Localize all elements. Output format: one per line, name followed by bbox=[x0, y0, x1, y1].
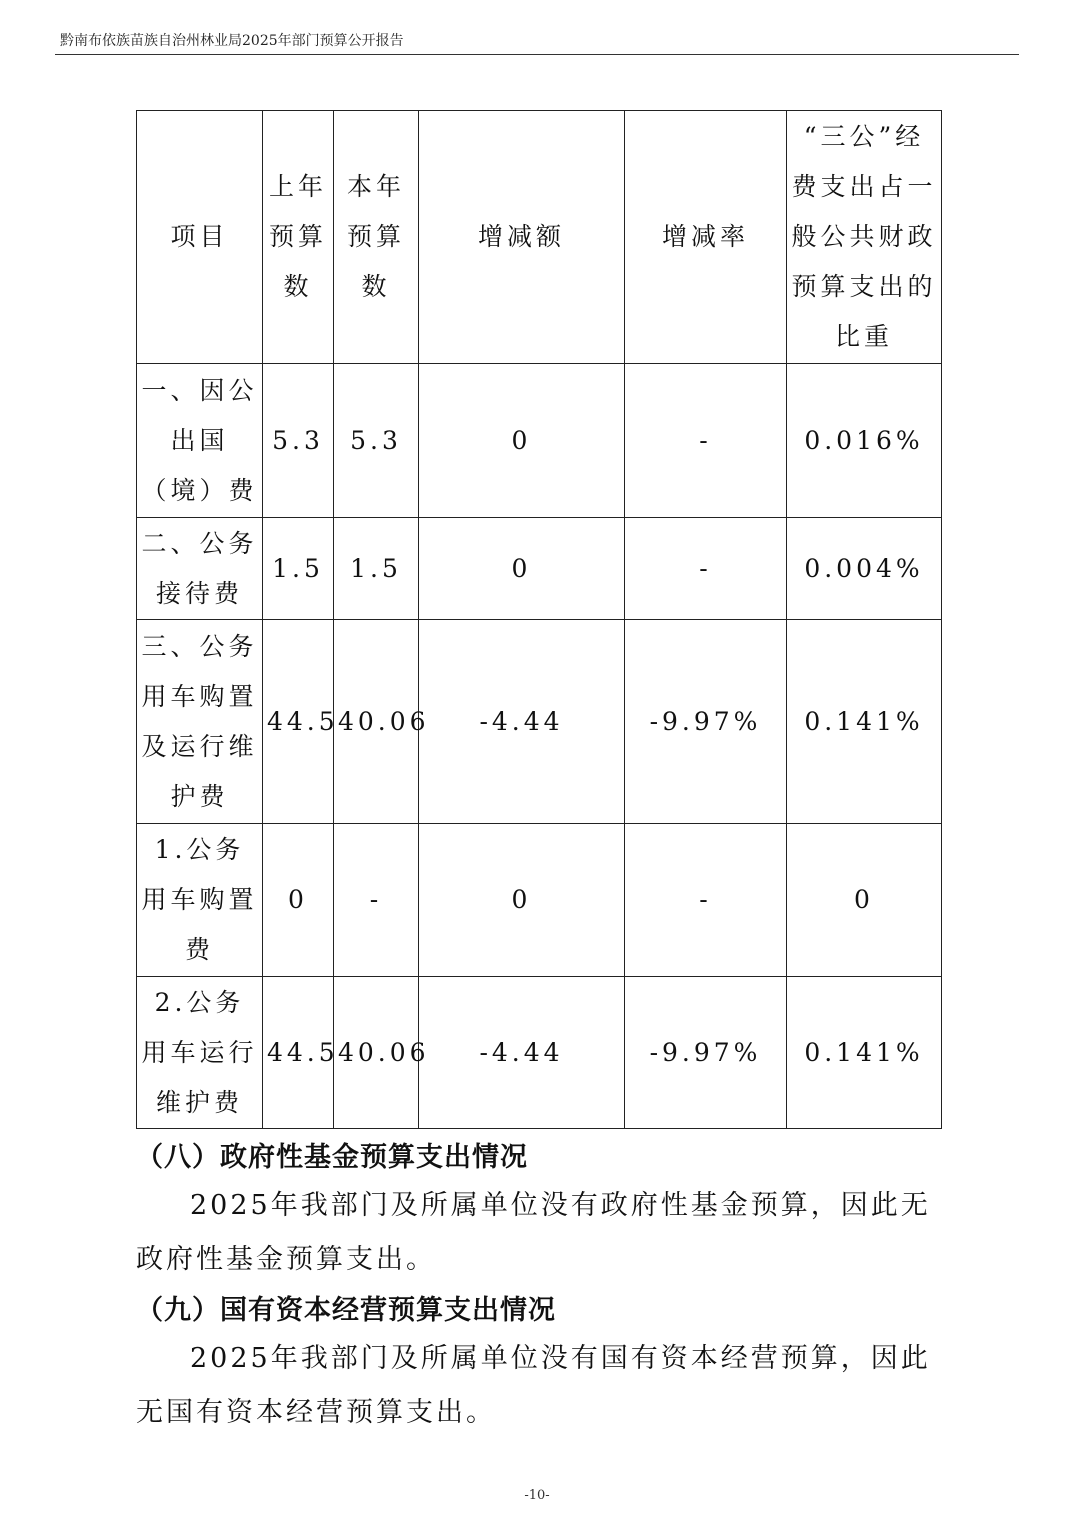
row-share: 0.141% bbox=[787, 977, 942, 1129]
row-change: -4.44 bbox=[419, 977, 625, 1129]
row-curr: 5.3 bbox=[334, 364, 419, 518]
row-item: 1.公务用车购置费 bbox=[137, 824, 263, 977]
row-item: 2.公务用车运行维护费 bbox=[137, 977, 263, 1129]
row-prev: 5.3 bbox=[263, 364, 334, 518]
row-item: 二、公务接待费 bbox=[137, 518, 263, 620]
row-curr: 40.06 bbox=[334, 620, 419, 824]
row-prev: 0 bbox=[263, 824, 334, 977]
section-title-state-capital: （九）国有资本经营预算支出情况 bbox=[136, 1295, 556, 1326]
row-curr: - bbox=[334, 824, 419, 977]
table-row bbox=[137, 620, 942, 824]
row-change: 0 bbox=[419, 518, 625, 620]
row-share: 0.141% bbox=[787, 620, 942, 824]
header-rule bbox=[55, 54, 1019, 55]
page-number: -10- bbox=[524, 1488, 550, 1503]
row-rate: - bbox=[625, 824, 787, 977]
row-rate: - bbox=[625, 364, 787, 518]
row-share: 0.016% bbox=[787, 364, 942, 518]
table-row bbox=[137, 977, 942, 1129]
header-cell-share: “三公”经费支出占一般公共财政预算支出的比重 bbox=[787, 111, 942, 364]
row-share: 0.004% bbox=[787, 518, 942, 620]
row-change: 0 bbox=[419, 824, 625, 977]
table-row bbox=[137, 364, 942, 518]
row-curr: 40.06 bbox=[334, 977, 419, 1129]
sangong-budget-table bbox=[136, 110, 942, 1129]
table-row bbox=[137, 824, 942, 977]
row-prev: 1.5 bbox=[263, 518, 334, 620]
header-cell-item: 项目 bbox=[137, 111, 263, 364]
row-prev: 44.5 bbox=[263, 977, 334, 1129]
section-body-gov-fund: 2025年我部门及所属单位没有政府性基金预算，因此无政府性基金预算支出。 bbox=[136, 1190, 931, 1275]
row-change: -4.44 bbox=[419, 620, 625, 824]
row-share: 0 bbox=[787, 824, 942, 977]
table-row bbox=[137, 518, 942, 620]
header-cell-rate: 增减率 bbox=[625, 111, 787, 364]
row-prev: 44.5 bbox=[263, 620, 334, 824]
section-title-gov-fund: （八）政府性基金预算支出情况 bbox=[136, 1142, 528, 1173]
row-rate: -9.97% bbox=[625, 977, 787, 1129]
running-header: 黔南布依族苗族自治州林业局2025年部门预算公开报告 bbox=[60, 33, 404, 49]
header-cell-this-year: 本年预算数 bbox=[334, 111, 419, 364]
row-rate: - bbox=[625, 518, 787, 620]
header-cell-prev-year: 上年预算数 bbox=[263, 111, 334, 364]
section-body-state-capital: 2025年我部门及所属单位没有国有资本经营预算，因此无国有资本经营预算支出。 bbox=[136, 1343, 931, 1428]
row-item: 一、因公出国（境）费 bbox=[137, 364, 263, 518]
header-cell-change: 增减额 bbox=[419, 111, 625, 364]
row-rate: -9.97% bbox=[625, 620, 787, 824]
row-change: 0 bbox=[419, 364, 625, 518]
row-item: 三、公务用车购置及运行维护费 bbox=[137, 620, 263, 824]
row-curr: 1.5 bbox=[334, 518, 419, 620]
table-header-row bbox=[137, 111, 942, 364]
